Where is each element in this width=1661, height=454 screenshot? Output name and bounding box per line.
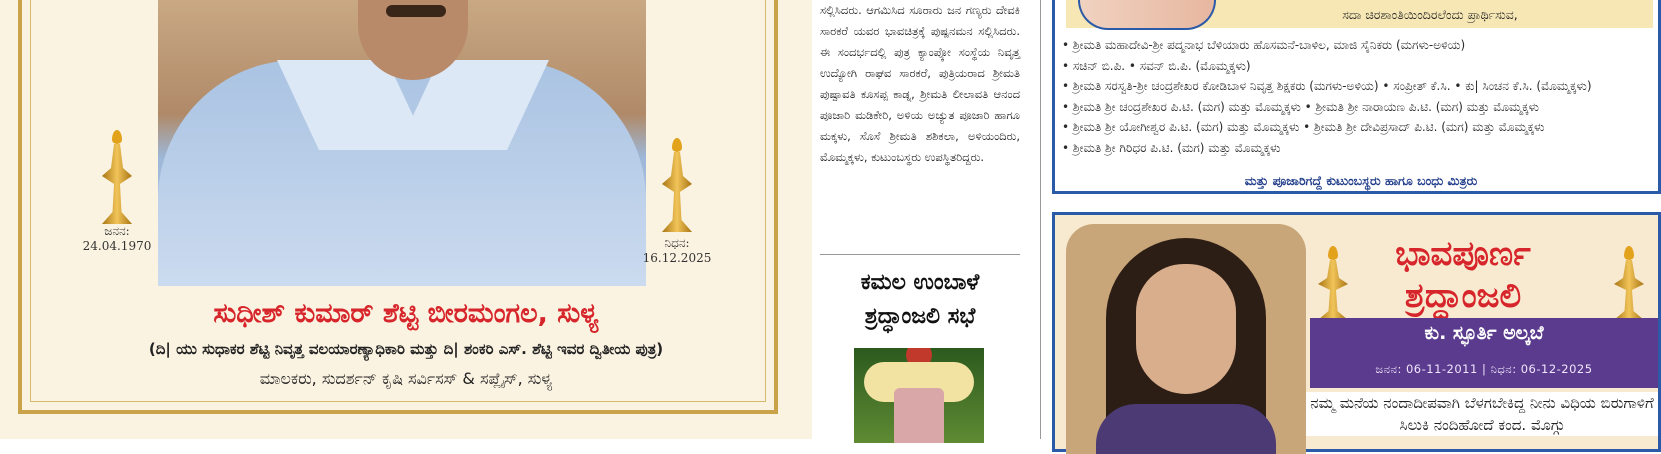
mourners-footer: ಮತ್ತು ಪೂಜಾರಿಗದ್ದೆ ಕುಟುಂಬಸ್ಥರು ಹಾಗೂ ಬಂಧು ಮಿತ್ರರು <box>1244 173 1478 188</box>
birth-label: ಜನನ: <box>104 224 130 238</box>
oil-lamp-icon <box>662 138 692 232</box>
tribute-heading-line2: ಶ್ರದ್ಧಾಂಜಲಿ <box>1404 276 1522 316</box>
birth-date-caption <box>72 224 162 253</box>
mourners-row: • ಶ್ರೀಮತಿ ಶ್ರೀ ಯೋಗೀಶ್ವರ ಪಿ.ಟಿ. (ಮಗ) ಮತ್ತು ಮೊಮ್ಮಕ್ಕಳು • ಶ್ರೀಮತಿ ಶ್ರೀ ದೇವಿಪ್ರಸಾದ್ ಪಿ.ಟಿ. (ಮಗ) ಮತ್ತು ಮೊಮ್ಮಕ್ಕಳು <box>1062 120 1545 134</box>
column-divider <box>1040 0 1041 439</box>
portrait-dress <box>1096 404 1276 454</box>
portrait-mustache <box>386 5 446 17</box>
column-rule <box>820 254 1020 255</box>
mourners-row: • ಶ್ರೀಮತಿ ಶ್ರೀ ಗಿರಿಧರ ಪಿ.ಟಿ. (ಮಗ) ಮತ್ತು ಮೊಮ್ಮಕ್ಕಳು <box>1062 140 1281 155</box>
portrait-face <box>1136 264 1236 394</box>
death-date-caption <box>632 236 722 265</box>
mourners-row: • ಶ್ರೀಮತಿ ಮಹಾದೇವಿ-ಶ್ರೀ ಪದ್ಮನಾಭ ಬೆಳಿಯಾರು ಹೊಸಮನೆ-ಬಾಳಿಲ, ಮಾಜಿ ಸೈನಿಕರು (ಮಗಳು-ಅಳಿಯ) <box>1062 38 1466 52</box>
tribute-name: ಕು. ಸ್ಫೂರ್ತಿ ಅಲ್ಕಬೆ <box>1424 322 1544 344</box>
news-column <box>820 0 1030 439</box>
mourners-list <box>1062 35 1660 158</box>
occupation-line: ಮಾಲಕರು, ಸುದರ್ಶನ್ ಕೃಷಿ ಸರ್ವಿಸಸ್ & ಸಪ್ಲೈಸ್, ಸುಳ್ಯ <box>259 369 553 388</box>
oil-lamp-icon <box>102 130 132 224</box>
deceased-portrait-photo <box>158 0 646 286</box>
girl-portrait-photo <box>1066 224 1306 454</box>
article-body: ಸಲ್ಲಿಸಿದರು. ಆಗಮಿಸಿದ ಸೂರಾರು ಜನ ಗಣ್ಯರು ದೇವಕಿ ಸಾರಕರೆ ಯವರ ಭಾವಚಿತ್ರಕ್ಕೆ ಪುಷ್ಪನಮನ ಸಲ್ಲಿಸಿದರು. ಈ ಸಂದರ್ಭದಲ್ಲಿ ಪುತ್ರ ಕ್ಯಾಂಪ್ಕೋ ಸಂಸ್ಥೆಯ ನಿವೃತ್ತ ಉದ್ಯೋಗಿ ರಾಘವ ಸಾರಕರೆ, ಪುತ್ರಿಯರಾದ ಶ್ರೀಮತಿ ಪುಷ್ಪಾವತಿ ಕೂಸಪ್ಪ ಕಾಡ್ನ, ಶ್ರೀಮತಿ ಲೀಲಾವತಿ ಆನಂದ ಪೂಜಾರಿ ಮಡಿಕೇರಿ, ಅಳಿಯ ಅಚ್ಯುತ ಪೂಜಾರಿ ಹಾಗೂ ಮಕ್ಕಳು, ಸೊಸೆ ಶ್ರೀಮತಿ ಶಶಿಕಲಾ, ಅಳಿಯಂದಿರು, ಮೊಮ್ಮಕ್ಕಳು, ಕುಟುಂಬಸ್ಥರು ಉಪಸ್ಥಿತರಿದ್ದರು. <box>820 3 1020 164</box>
memorial-garland-photo <box>854 348 984 443</box>
tribute-heading-line1: ಭಾವಪೂರ್ಣ <box>1395 234 1531 274</box>
tribute-heading <box>1338 233 1588 317</box>
tribute-message: ನಮ್ಮ ಮನೆಯ ನಂದಾದೀಪವಾಗಿ ಬೆಳಗಬೇಕಿದ್ದ ನೀನು ವಿಧಿಯ ಬಿರುಗಾಳಿಗೆ ಸಿಲುಕಿ ನಂದಿಹೋದೆ ಕಂದ. ಮೊಗ್ಗು <box>1306 392 1658 436</box>
parents-line: (ದಿ| ಯು ಸುಧಾಕರ ಶೆಟ್ಟಿ ನಿವೃತ್ತ ವಲಯಾರಣ್ಯಾಧಿಕಾರಿ ಮತ್ತು ದಿ| ಶಂಕರಿ ಎಸ್. ಶೆಟ್ಟಿ ಇವರ ದ್ವಿತೀಯ ಪುತ್ರ) <box>148 340 664 358</box>
tribute-dates: ಜನನ: 06-11-2011 | ನಿಧನ: 06-12-2025 <box>1375 362 1593 376</box>
deceased-name: ಸುಧೀಶ್ ಕುಮಾರ್ ಶೆಟ್ಟಿ ಬೀರಮಂಗಲ, ಸುಳ್ಯ <box>213 298 599 329</box>
oil-lamp-icon <box>1614 246 1644 320</box>
article-headline: ಕಮಲ ಉಂಬಾಳೆ ಶ್ರದ್ಧಾಂಜಲಿ ಸಭೆ <box>860 270 980 329</box>
death-date: 16.12.2025 <box>642 251 712 265</box>
prayer-line: ಸದಾ ಚಿರಶಾಂತಿಯಿಂದಿರಲೆಂದು ಪ್ರಾರ್ಥಿಸುವ, <box>1342 7 1518 22</box>
birth-date: 24.04.1970 <box>82 239 152 253</box>
mourners-row: • ಸಚಿನ್ ಬಿ.ಪಿ. • ಸವನ್ ಬಿ.ಪಿ. (ಮೊಮ್ಮಕ್ಕಳು) <box>1062 58 1251 73</box>
notice-portrait-photo <box>1078 0 1216 30</box>
mourners-row: • ಶ್ರೀಮತಿ ಶ್ರೀ ಚಂದ್ರಶೇಖರ ಪಿ.ಟಿ. (ಮಗ) ಮತ್ತು ಮೊಮ್ಮಕ್ಕಳು • ಶ್ರೀಮತಿ ಶ್ರೀ ನಾರಾಯಣ ಪಿ.ಟಿ. (ಮಗ) ಮತ್ತು ಮೊಮ್ಮಕ್ಕಳು <box>1062 99 1539 114</box>
mourners-row: • ಶ್ರೀಮತಿ ಸರಸ್ವತಿ-ಶ್ರೀ ಚಂದ್ರಶೇಖರ ಕೋಡಿಬಾಳ ನಿವೃತ್ತ ಶಿಕ್ಷಕರು (ಮಗಳು-ಅಳಿಯ) • ಸಂಪ್ರೀತ್ ಕೆ.ಸಿ. • ಕು| ಸಿಂಚನ ಕೆ.ಸಿ. (ಮೊಮ್ಮಕ್ಕಳು) <box>1062 79 1592 93</box>
death-label: ನಿಧನ: <box>664 236 690 250</box>
